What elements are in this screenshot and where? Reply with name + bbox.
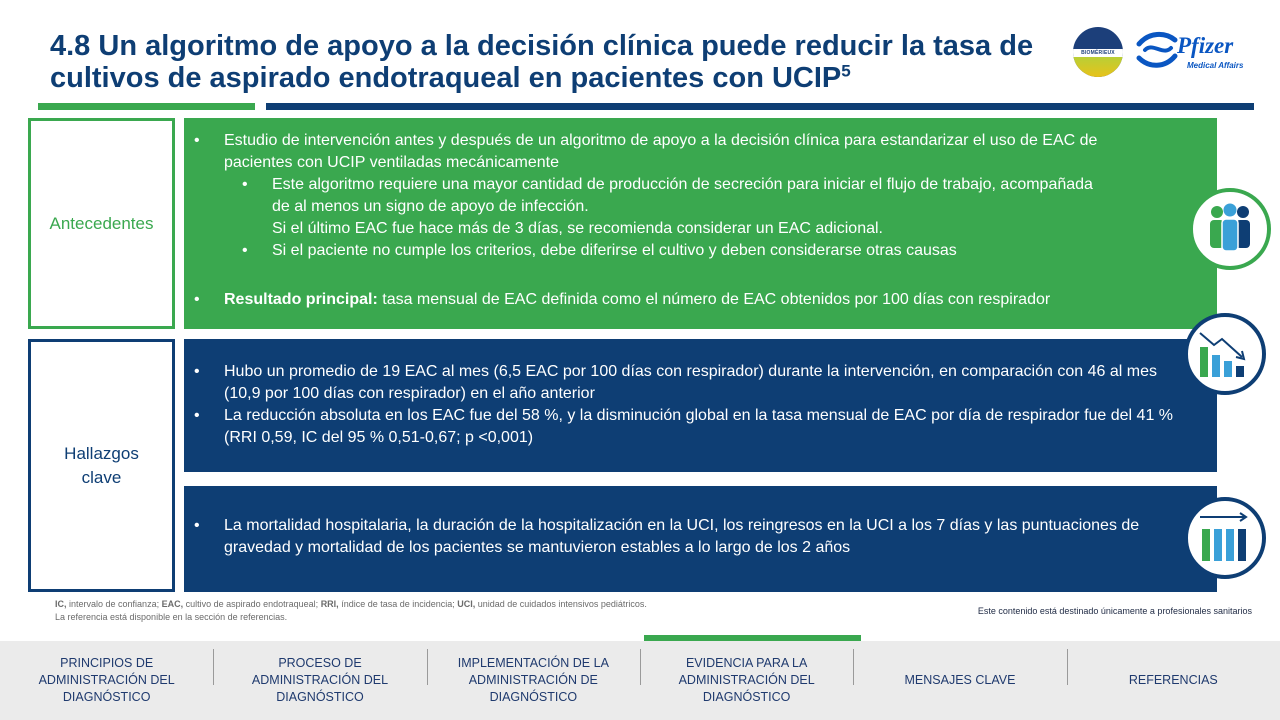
title-reference: 5 [841, 61, 851, 81]
footnote-uci-abbr: UCI, [457, 599, 476, 609]
antecedentes-bullet-2-bold: Resultado principal: [224, 291, 378, 308]
footnote-rri-def: índice de tasa de incidencia; [338, 599, 458, 609]
pfizer-logo-word: Pfizer [1177, 33, 1234, 58]
people-group-icon [1189, 188, 1271, 270]
hallazgos-panel-1 [184, 339, 1217, 472]
people-group-icon-svg [1193, 192, 1267, 266]
bar-chart-stable-icon-svg [1188, 501, 1262, 575]
bottom-navigation [0, 641, 1280, 720]
section-label-antecedentes [28, 118, 175, 329]
footnote-rri-abbr: RRI, [320, 599, 339, 609]
hallazgos-panel-2 [184, 486, 1217, 592]
title-underline-navy [266, 103, 1254, 110]
nav-item-mensajes-clave[interactable]: MENSAJES CLAVE [853, 641, 1066, 720]
nav-item-principios[interactable]: PRINCIPIOS DE ADMINISTRACIÓN DEL DIAGNÓSTICO [38, 656, 175, 704]
nav-item-referencias[interactable]: REFERENCIAS [1067, 641, 1280, 720]
biomerieux-logo-gradient [1073, 57, 1123, 77]
bar-chart-down-icon [1184, 313, 1266, 395]
antecedentes-bullet-2 [184, 289, 1217, 311]
pfizer-helix-icon [1135, 28, 1179, 72]
hallazgos-1-bullet-1: • Hubo un promedio de 19 EAC al mes (6,5 EAC por 100 días con respirador) durante la intervención, en comparación con 46 al mes (10,9 por 100 días con respirador) en el año anterior [184, 361, 1217, 405]
pfizer-logo [1135, 28, 1245, 76]
nav-item-implementacion[interactable]: IMPLEMENTACIÓN DE LA ADMINISTRACIÓN DE DIAGNÓSTICO [427, 641, 640, 720]
section-label-hallazgos-text: Hallazgos clave [64, 443, 139, 487]
pfizer-logo-subtitle: Medical Affairs [1187, 61, 1244, 70]
hallazgos-2-bullet-1: • La mortalidad hospitalaria, la duración de la hospitalización en la UCI, los reingresos en la UCI a los 7 días y las puntuaciones de gravedad y mortalidad de los pacientes se mantuvieron estables a lo largo de los 2 años [184, 515, 1217, 559]
footnote-eac-abbr: EAC, [161, 599, 184, 609]
section-label-hallazgos [28, 339, 175, 592]
antecedentes-panel [184, 118, 1217, 329]
footnote-ic-abbr: IC, [55, 599, 67, 609]
professional-disclaimer: Este contenido está destinado únicamente a profesionales sanitarios [977, 606, 1252, 616]
slide-title [50, 30, 1070, 94]
footnote-uci-def: unidad de cuidados intensivos pediátricos. [475, 599, 647, 609]
bar-chart-stable-icon [1184, 497, 1266, 579]
nav-item-evidencia[interactable]: EVIDENCIA PARA LA ADMINISTRACIÓN DEL DIAGNÓSTICO [640, 641, 853, 720]
bar-chart-down-icon-svg [1188, 317, 1262, 391]
antecedentes-bullet-2-text: tasa mensual de EAC definida como el número de EAC obtenidos por 100 días con respirador [377, 291, 1051, 308]
antecedentes-bullet-1: • Estudio de intervención antes y después de un algoritmo de apoyo a la decisión clínica para estandarizar el uso de EAC de pacientes con UCIP ventiladas mecánicamente [184, 130, 1217, 174]
section-label-antecedentes-text: Antecedentes [49, 213, 154, 233]
antecedentes-subbullet-1-continued: Si el último EAC fue hace más de 3 días, se recomienda considerar un EAC adicional. [272, 220, 883, 237]
biomerieux-logo [1073, 27, 1123, 77]
hallazgos-1-bullet-2: • La reducción absoluta en los EAC fue del 58 %, y la disminución global en la tasa mensual de EAC por día de respirador fue del 41 % (RRI 0,59, IC del 95 % 0,51-0,67; p <0,001) [184, 405, 1217, 449]
antecedentes-subbullet-1: • Este algoritmo requiere una mayor cantidad de producción de secreción para iniciar el flujo de trabajo, acompañada de al menos un signo de apoyo de infección. [184, 174, 1217, 218]
slide-title-text: 4.8 Un algoritmo de apoyo a la decisión clínica puede reducir la tasa de cultivos de aspirado endotraqueal en pacientes con UCIP [50, 30, 1034, 94]
antecedentes-spacer [184, 262, 1217, 289]
footnote-abbreviations [55, 598, 647, 611]
footnote-eac-def: cultivo de aspirado endotraqueal; [183, 599, 321, 609]
nav-item-proceso[interactable]: PROCESO DE ADMINISTRACIÓN DEL DIAGNÓSTICO [213, 641, 426, 720]
biomerieux-logo-text: BIOMÉRIEUX [1081, 50, 1115, 56]
footnote [55, 598, 647, 624]
antecedentes-subbullet-2: • Si el paciente no cumple los criterios, debe diferirse el cultivo y deben considerarse otras causas [184, 240, 1217, 262]
title-underline-green [38, 103, 255, 110]
footnote-ic-def: intervalo de confianza; [66, 599, 162, 609]
footnote-reference-note: La referencia está disponible en la sección de referencias. [55, 612, 288, 622]
